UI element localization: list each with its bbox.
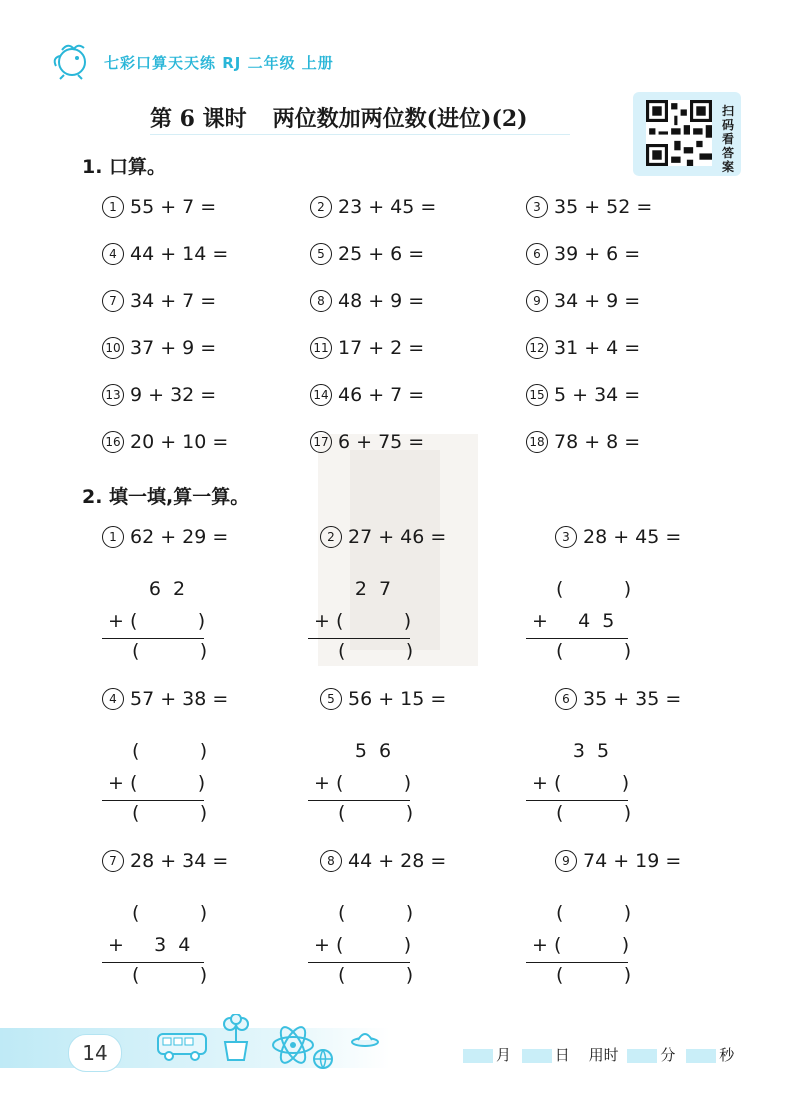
problem-number: 1: [102, 196, 124, 218]
problem-expression: 34 + 9 =: [554, 290, 641, 312]
oral-problem[interactable]: [526, 290, 640, 312]
vertical-second-operand[interactable]: + ( ): [532, 934, 630, 956]
vertical-second-operand[interactable]: + ( ): [314, 610, 412, 632]
vertical-second-operand[interactable]: + ( ): [108, 772, 206, 794]
problem-number: 18: [526, 431, 548, 453]
atom-icon: [270, 1022, 316, 1068]
vertical-sum-blank[interactable]: ( ): [132, 802, 208, 824]
vertical-sum-blank[interactable]: ( ): [338, 640, 414, 662]
problem-number: 6: [555, 688, 577, 710]
problem-number: 9: [555, 850, 577, 872]
vertical-problem-header: [102, 688, 228, 710]
vertical-sum-blank[interactable]: ( ): [132, 640, 208, 662]
oral-problem[interactable]: [310, 243, 424, 265]
vertical-second-operand[interactable]: + 3 4: [108, 934, 191, 956]
sum-line: [308, 962, 410, 963]
problem-expression: 17 + 2 =: [338, 337, 425, 359]
problem-expression: 39 + 6 =: [554, 243, 641, 265]
problem-expression: 78 + 8 =: [554, 431, 641, 453]
problem-expression: 55 + 7 =: [130, 196, 217, 218]
problem-number: 2: [310, 196, 332, 218]
ball-icon: [312, 1048, 334, 1070]
problem-expression: 37 + 9 =: [130, 337, 217, 359]
rooster-logo-icon: [50, 40, 96, 80]
vertical-problem-header: [555, 526, 681, 548]
vertical-sum-blank[interactable]: ( ): [132, 964, 208, 986]
problem-number: 13: [102, 384, 124, 406]
oral-problem[interactable]: [310, 431, 424, 453]
problem-expression: 44 + 14 =: [130, 243, 229, 265]
problem-number: 9: [526, 290, 548, 312]
problem-expression: 35 + 35 =: [583, 688, 682, 710]
month-label: 月: [496, 1046, 512, 1064]
ufo-icon: [350, 1028, 380, 1050]
oral-problem[interactable]: [310, 384, 424, 406]
problem-number: 6: [526, 243, 548, 265]
seconds-blank[interactable]: [686, 1049, 716, 1063]
vertical-sum-blank[interactable]: ( ): [338, 802, 414, 824]
problem-expression: 6 + 75 =: [338, 431, 425, 453]
day-blank[interactable]: [522, 1049, 552, 1063]
oral-problem[interactable]: [310, 196, 436, 218]
problem-expression: 20 + 10 =: [130, 431, 229, 453]
problem-number: 11: [310, 337, 332, 359]
problem-number: 4: [102, 688, 124, 710]
potted-plant-icon: [216, 1014, 256, 1064]
problem-expression: 74 + 19 =: [583, 850, 682, 872]
problem-expression: 9 + 32 =: [130, 384, 217, 406]
vertical-problem-header: [320, 688, 446, 710]
bus-icon: [156, 1020, 208, 1064]
problem-expression: 46 + 7 =: [338, 384, 425, 406]
vertical-problem-header: [320, 850, 446, 872]
sum-line: [308, 800, 410, 801]
vertical-top-operand[interactable]: ( ): [556, 578, 632, 600]
sum-line: [102, 638, 204, 639]
minutes-blank[interactable]: [627, 1049, 657, 1063]
problem-expression: 48 + 9 =: [338, 290, 425, 312]
vertical-second-operand[interactable]: + ( ): [314, 772, 412, 794]
section-1-heading: 1. 口算。: [82, 156, 167, 178]
sum-line: [308, 638, 410, 639]
oral-problem[interactable]: [102, 243, 228, 265]
page-number: 14: [68, 1034, 122, 1072]
problem-expression: 31 + 4 =: [554, 337, 641, 359]
month-blank[interactable]: [463, 1049, 493, 1063]
vertical-top-operand[interactable]: ( ): [556, 902, 632, 924]
minutes-label: 分: [660, 1046, 676, 1064]
problem-number: 16: [102, 431, 124, 453]
vertical-sum-blank[interactable]: ( ): [556, 802, 632, 824]
vertical-second-operand[interactable]: + ( ): [532, 772, 630, 794]
vertical-sum-blank[interactable]: ( ): [556, 964, 632, 986]
problem-number: 14: [310, 384, 332, 406]
problem-number: 5: [320, 688, 342, 710]
sum-line: [526, 638, 628, 639]
vertical-top-operand[interactable]: ( ): [132, 740, 208, 762]
problem-number: 1: [102, 526, 124, 548]
problem-number: 7: [102, 850, 124, 872]
problem-number: 15: [526, 384, 548, 406]
seconds-label: 秒: [719, 1046, 735, 1064]
oral-problem[interactable]: [526, 196, 652, 218]
oral-problem[interactable]: [102, 196, 216, 218]
lesson-title: [150, 102, 528, 133]
vertical-problem-header: [102, 526, 228, 548]
problem-number: 4: [102, 243, 124, 265]
problem-expression: 62 + 29 =: [130, 526, 229, 548]
problem-number: 7: [102, 290, 124, 312]
problem-expression: 27 + 46 =: [348, 526, 447, 548]
vertical-second-operand[interactable]: + ( ): [108, 610, 206, 632]
problem-number: 12: [526, 337, 548, 359]
vertical-top-operand[interactable]: ( ): [132, 902, 208, 924]
problem-number: 8: [310, 290, 332, 312]
vertical-problem-header: [555, 850, 681, 872]
oral-problem[interactable]: [526, 243, 640, 265]
problem-expression: 35 + 52 =: [554, 196, 653, 218]
problem-expression: 23 + 45 =: [338, 196, 437, 218]
problem-expression: 5 + 34 =: [554, 384, 641, 406]
oral-problem[interactable]: [102, 290, 216, 312]
problem-expression: 28 + 34 =: [130, 850, 229, 872]
section-2-heading: 2. 填一填,算一算。: [82, 486, 250, 508]
vertical-top-operand[interactable]: 2 7: [354, 578, 392, 600]
problem-expression: 57 + 38 =: [130, 688, 229, 710]
vertical-problem-header: [555, 688, 681, 710]
sum-line: [102, 800, 204, 801]
oral-problem[interactable]: [310, 337, 424, 359]
vertical-problem-header: [320, 526, 446, 548]
qr-code-icon[interactable]: [646, 100, 712, 166]
problem-expression: 25 + 6 =: [338, 243, 425, 265]
vertical-second-operand[interactable]: + 4 5: [532, 610, 615, 632]
problem-number: 8: [320, 850, 342, 872]
problem-expression: 44 + 28 =: [348, 850, 447, 872]
vertical-sum-blank[interactable]: ( ): [556, 640, 632, 662]
problem-expression: 56 + 15 =: [348, 688, 447, 710]
oral-problem[interactable]: [526, 431, 640, 453]
problem-number: 17: [310, 431, 332, 453]
lesson-number: 第 6 课时: [150, 106, 247, 132]
oral-problem[interactable]: [310, 290, 424, 312]
series-title: 七彩口算天天练 RJ 二年级 上册: [104, 54, 334, 72]
vertical-top-operand[interactable]: 5 6: [354, 740, 392, 762]
lesson-topic: 两位数加两位数(进位)(2): [272, 106, 528, 132]
oral-problem[interactable]: [102, 431, 228, 453]
oral-problem[interactable]: [102, 384, 216, 406]
problem-number: 5: [310, 243, 332, 265]
vertical-sum-blank[interactable]: ( ): [338, 964, 414, 986]
problem-number: 10: [102, 337, 124, 359]
problem-number: 3: [555, 526, 577, 548]
vertical-second-operand[interactable]: + ( ): [314, 934, 412, 956]
vertical-top-operand[interactable]: 3 5: [572, 740, 610, 762]
oral-problem[interactable]: [102, 337, 216, 359]
problem-number: 2: [320, 526, 342, 548]
vertical-top-operand[interactable]: ( ): [338, 902, 414, 924]
time-used-label: 用时: [588, 1046, 619, 1064]
oral-problem[interactable]: [526, 384, 640, 406]
problem-number: 3: [526, 196, 548, 218]
timer-row: [463, 1044, 734, 1065]
sum-line: [526, 800, 628, 801]
scan-for-answers-label: 扫码看答案: [721, 104, 734, 174]
day-label: 日: [554, 1046, 570, 1064]
problem-expression: 34 + 7 =: [130, 290, 217, 312]
oral-problem[interactable]: [526, 337, 640, 359]
sum-line: [102, 962, 204, 963]
vertical-problem-header: [102, 850, 228, 872]
title-divider: [150, 134, 570, 135]
vertical-top-operand[interactable]: 6 2: [148, 578, 186, 600]
sum-line: [526, 962, 628, 963]
problem-expression: 28 + 45 =: [583, 526, 682, 548]
